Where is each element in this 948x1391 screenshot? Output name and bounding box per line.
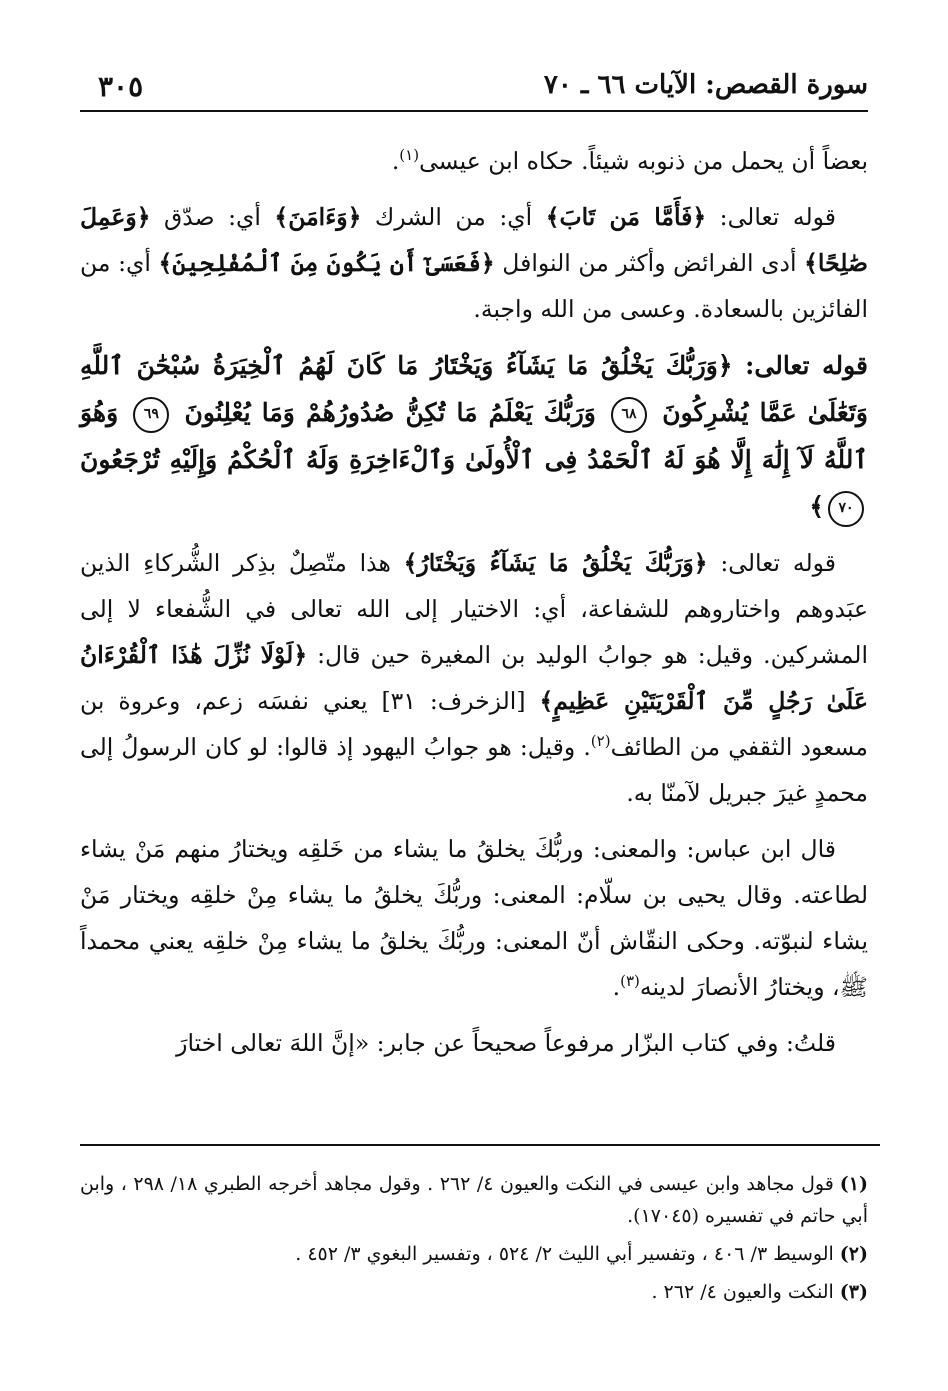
p2-text-3: أي: صدّق: [150, 203, 275, 231]
page-number: ٣٠٥: [98, 70, 144, 103]
p1-tail: .: [391, 147, 400, 175]
p3-text-2: هذا متّصِلٌ بذِكر الشُّركاءِ الذين عبَدوهم واختاروهم للشفاعة، أي: الاختيار إلى الله تعالى في الشُّفعاء لا إلى المشركين. وقيل: هو جوابُ الوليد بن المغيرة حين قال:: [80, 549, 868, 669]
footnote-number: (٢): [839, 1243, 868, 1265]
p3-quote-2: ﴿لَوْلَا نُزِّلَ هَٰذَا ٱلْقُرْءَانُ عَلَىٰ رَجُلٍ مِّنَ ٱلْقَرْيَتَيْنِ عَظِيمٍ﴾: [80, 641, 868, 715]
footnote-text: النكت والعيون ٤/ ٢٦٢ .: [651, 1281, 834, 1303]
verse-69: وَرَبُّكَ يَعْلَمُ مَا تُكِنُّ صُدُورُهُمْ وَمَا يُعْلِنُونَ: [184, 398, 596, 427]
footnote-2: [80, 1238, 868, 1270]
footnote-number: (١): [839, 1173, 869, 1195]
p1-text: بعضاً أن يحمل من ذنوبه شيئاً. حكاه ابن عيسى: [419, 147, 868, 175]
p2-text-5: أي: من الفائزين بالسعادة. وعسى من الله واجبة.: [80, 249, 868, 323]
paragraph-5: [80, 1020, 868, 1066]
footnote-1: [80, 1168, 868, 1232]
paragraph-2: [80, 194, 868, 332]
ayah-marker-68: ٦٨: [611, 397, 647, 433]
footnote-3: [80, 1276, 868, 1308]
footnote-text: الوسيط ٣/ ٤٠٦ ، وتفسير أبي الليث ٢/ ٥٢٤ ، وتفسير البغوي ٣/ ٤٥٢ .: [295, 1243, 834, 1265]
footnote-ref-3: (٣): [620, 972, 640, 991]
quran-verses: [80, 342, 868, 530]
p4-text-1: قال ابن عباس: والمعنى: وربُّكَ يخلقُ ما يشاء من خَلقِه ويختارُ منهم مَنْ يشاء لطاعته. وقال يحيى بن سلّام: المعنى: وربُّكَ يخلقُ ما يشاء مِنْ خلقِه ويختار مَنْ يشاء لنبوّته. وحكى النقّاش أنّ المعنى: وربُّكَ يخلقُ ما يشاء مِنْ خلقِه يعني محمداً ﷺ، ويختارُ الأنصارَ لدينه: [80, 835, 868, 1001]
p2-text-4: أدى الفرائض وأكثر من النوافل: [494, 249, 805, 277]
quran-intro: قوله تعالى:: [732, 351, 869, 380]
paragraph-4: [80, 826, 868, 1010]
footnote-ref-1: (١): [399, 146, 420, 165]
page-header: [80, 62, 868, 112]
p3-text-1: قوله تعالى:: [707, 549, 836, 577]
p2-text-1: قوله تعالى:: [706, 203, 836, 231]
ayah-marker-69: ٦٩: [133, 397, 169, 433]
p5-text: قلتُ: وفي كتاب البزّار مرفوعاً صحيحاً عن جابر: «إنَّ اللهَ تعالى اختارَ: [176, 1029, 836, 1057]
paragraph-3: [80, 540, 868, 816]
p4-text-2: .: [612, 973, 621, 1001]
paragraph-1: [80, 138, 868, 184]
p2-quote-4: ﴿فَعَسَىٰٓ أَن يَكُونَ مِنَ ٱلْمُفْلِحِينَ﴾: [158, 249, 495, 277]
footnote-ref-2: (٢): [590, 732, 611, 751]
quran-close-bracket: ﴾: [809, 492, 824, 521]
footnote-rule: [80, 1144, 880, 1146]
p2-quote-1: ﴿فَأَمَّا مَن تَابَ﴾: [545, 203, 707, 231]
p3-quote-1: ﴿وَرَبُّكَ يَخْلُقُ مَا يَشَآءُ وَيَخْتَارُ﴾: [403, 549, 708, 577]
p3-text-4: . وقيل: هو جوابُ اليهود إذ قالوا: لو كان الرسولُ إلى محمدٍ غيرَ جبريل لآمنّا به.: [80, 733, 868, 807]
p2-quote-2: ﴿وَءَامَنَ﴾: [274, 203, 362, 231]
p2-text-2: أي: من الشرك: [361, 203, 546, 231]
footnote-number: (٣): [839, 1281, 868, 1303]
verse-68: ﴿وَرَبُّكَ يَخْلُقُ مَا يَشَآءُ وَيَخْتَارُ مَا كَانَ لَهُمُ ٱلْخِيَرَةُ سُبْحَٰنَ ٱللَّهِ وَتَعَٰلَىٰ عَمَّا يُشْرِكُونَ: [80, 351, 868, 427]
footnote-text: قول مجاهد وابن عيسى في النكت والعيون ٤/ ٢٦٢ . وقول مجاهد أخرجه الطبري ١٨/ ٢٩٨ ، وابن أبي حاتم في تفسيره (١٧٠٤٥).: [80, 1173, 868, 1227]
footnotes: [80, 1168, 868, 1314]
ayah-marker-70: ٧٠: [828, 491, 864, 527]
p3-text-3: [الزخرف: ٣١] يعني نفسَه زعم، وعروة بن مسعود الثقفي من الطائف: [80, 687, 868, 761]
header-rule: [80, 110, 868, 112]
running-title: سورة القصص: الآيات ٦٦ ـ ٧٠: [543, 70, 868, 100]
verse-70: وَهُوَ ٱللَّهُ لَآ إِلَٰهَ إِلَّا هُوَ لَهُ ٱلْحَمْدُ فِى ٱلْأُولَىٰ وَٱلْءَاخِرَةِ وَلَهُ ٱلْحُكْمُ وَإِلَيْهِ تُرْجَعُونَ: [80, 398, 868, 474]
p2-quote-3: ﴿وَعَمِلَ صَٰلِحًا﴾: [80, 203, 868, 277]
main-text: [80, 138, 868, 1076]
